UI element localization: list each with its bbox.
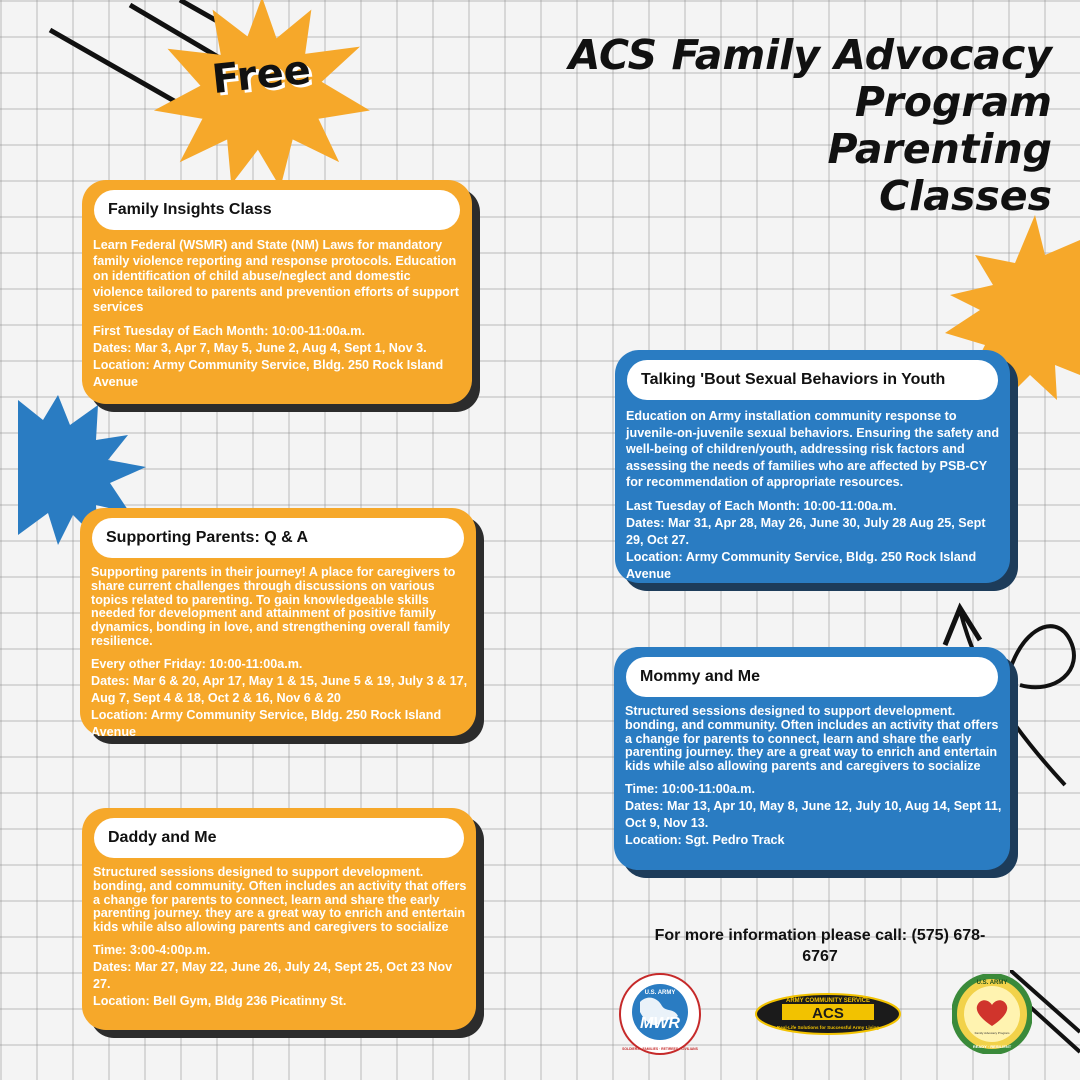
title-line-3: Parenting	[827, 125, 1052, 173]
mwr-logo-ring: SOLDIERS · FAMILIES · RETIREES · CIVILIANS	[622, 1047, 698, 1051]
card-dates: Dates: Mar 6 & 20, Apr 17, May 1 & 15, June 5 & 19, July 3 & 17, Aug 7, Sept 4 & 18, Oct 2 & 16, Nov 6 & 20	[91, 673, 468, 705]
card-mommy-and-me	[614, 647, 1010, 870]
card-location: Location: Army Community Service, Bldg. 250 Rock Island Avenue	[93, 357, 444, 389]
card-heading: Family Insights Class	[94, 190, 460, 230]
card-schedule: Every other Friday: 10:00-11:00a.m.	[91, 656, 303, 671]
card-dates: Dates: Mar 31, Apr 28, May 26, June 30, July 28 Aug 25, Sept 29, Oct 27.	[626, 515, 986, 547]
card-description: Learn Federal (WSMR) and State (NM) Laws for mandatory family violence reporting and response protocols. Education on identification of child abuse/neglect and domestic violence tailored to parents and prevention efforts of support services	[93, 238, 459, 314]
contact-info: For more information please call: (575) 678-6767	[654, 927, 986, 965]
card-description: Structured sessions designed to support development. bonding, and community. Often includes an activity that offers a change for parents to connect, learn and share the early parenting journey. they are a great way to enrich and entertain kids while also allowing parents and caregivers to socialize	[93, 865, 467, 935]
mwr-logo	[618, 972, 702, 1056]
card-location: Location: Sgt. Pedro Track	[625, 832, 785, 847]
acs-logo-top: ARMY COMMUNITY SERVICE	[785, 998, 871, 1004]
card-schedule: First Tuesday of Each Month: 10:00-11:00a.m.	[93, 323, 366, 338]
card-schedule: Time: 3:00-4:00p.m.	[93, 942, 211, 957]
acs-logo	[754, 992, 902, 1036]
fap-logo-top: U.S. ARMY	[976, 980, 1008, 986]
card-talking-bout	[615, 350, 1010, 583]
card-body	[91, 566, 468, 741]
title-line-4: Classes	[879, 172, 1052, 220]
card-dates: Dates: Mar 27, May 22, June 26, July 24, Sept 25, Oct 23 Nov 27.	[93, 959, 453, 991]
card-body	[93, 866, 468, 1010]
card-dates: Dates: Mar 13, Apr 10, May 8, June 12, July 10, Aug 14, Sept 11, Oct 9, Nov 13.	[625, 798, 1002, 830]
page-title	[492, 32, 1052, 220]
card-location: Location: Army Community Service, Bldg. 250 Rock Island Avenue	[91, 707, 442, 739]
card-body	[626, 408, 1002, 583]
card-location: Location: Army Community Service, Bldg. 250 Rock Island Avenue	[626, 549, 977, 581]
card-schedule: Last Tuesday of Each Month: 10:00-11:00a.m.	[626, 498, 897, 513]
card-body	[93, 238, 464, 391]
card-description: Supporting parents in their journey! A place for caregivers to share current challenges through discussions on various topics related to parenting. To gain knowledgeable skills needed for development and attainment of positive family dynamics, bonding in love, and strengthening overall family resilience.	[91, 565, 456, 648]
acs-logo-main: ACS	[812, 1005, 844, 1022]
fap-logo-ring: READY · RESILIENT	[972, 1044, 1012, 1049]
card-heading: Supporting Parents: Q & A	[92, 518, 464, 558]
card-daddy-and-me	[82, 808, 476, 1030]
free-badge-text: Free	[209, 46, 313, 104]
card-dates: Dates: Mar 3, Apr 7, May 5, June 2, Aug 4, Sept 1, Nov 3.	[93, 340, 427, 355]
family-advocacy-logo	[952, 974, 1032, 1054]
card-schedule: Time: 10:00-11:00a.m.	[625, 781, 755, 796]
card-supporting-parents	[80, 508, 476, 739]
acs-logo-bottom: Real-Life Solutions for Successful Army Living	[776, 1025, 880, 1030]
title-line-1: ACS Family Advocacy	[568, 31, 1052, 79]
card-family-insights	[82, 180, 472, 404]
card-description: Structured sessions designed to support development. bonding, and community. Often includes an activity that offers a change for parents to connect, learn and share the early parenting journey. they are a great way to enrich and entertain kids while also allowing parents and caregivers to socialize	[625, 704, 999, 774]
fap-logo-name: Family Advocacy Program	[974, 1031, 1010, 1035]
card-description: Education on Army installation community response to juvenile-on-juvenile sexual behaviors. Ensuring the safety and well-being of children/youth, addressing risk factors and assessing the needs of families who are affected by PSB-CY for recommendation of appropriate resources.	[626, 409, 1000, 489]
card-heading: Mommy and Me	[626, 657, 998, 697]
mwr-logo-main: MWR	[640, 1015, 680, 1032]
card-heading: Daddy and Me	[94, 818, 464, 858]
card-location: Location: Bell Gym, Bldg 236 Picatinny St.	[93, 993, 347, 1008]
title-line-2: Program	[854, 78, 1052, 126]
mwr-logo-top: U.S. ARMY	[644, 990, 676, 996]
card-body	[625, 705, 1002, 849]
card-heading: Talking 'Bout Sexual Behaviors in Youth	[627, 360, 998, 400]
